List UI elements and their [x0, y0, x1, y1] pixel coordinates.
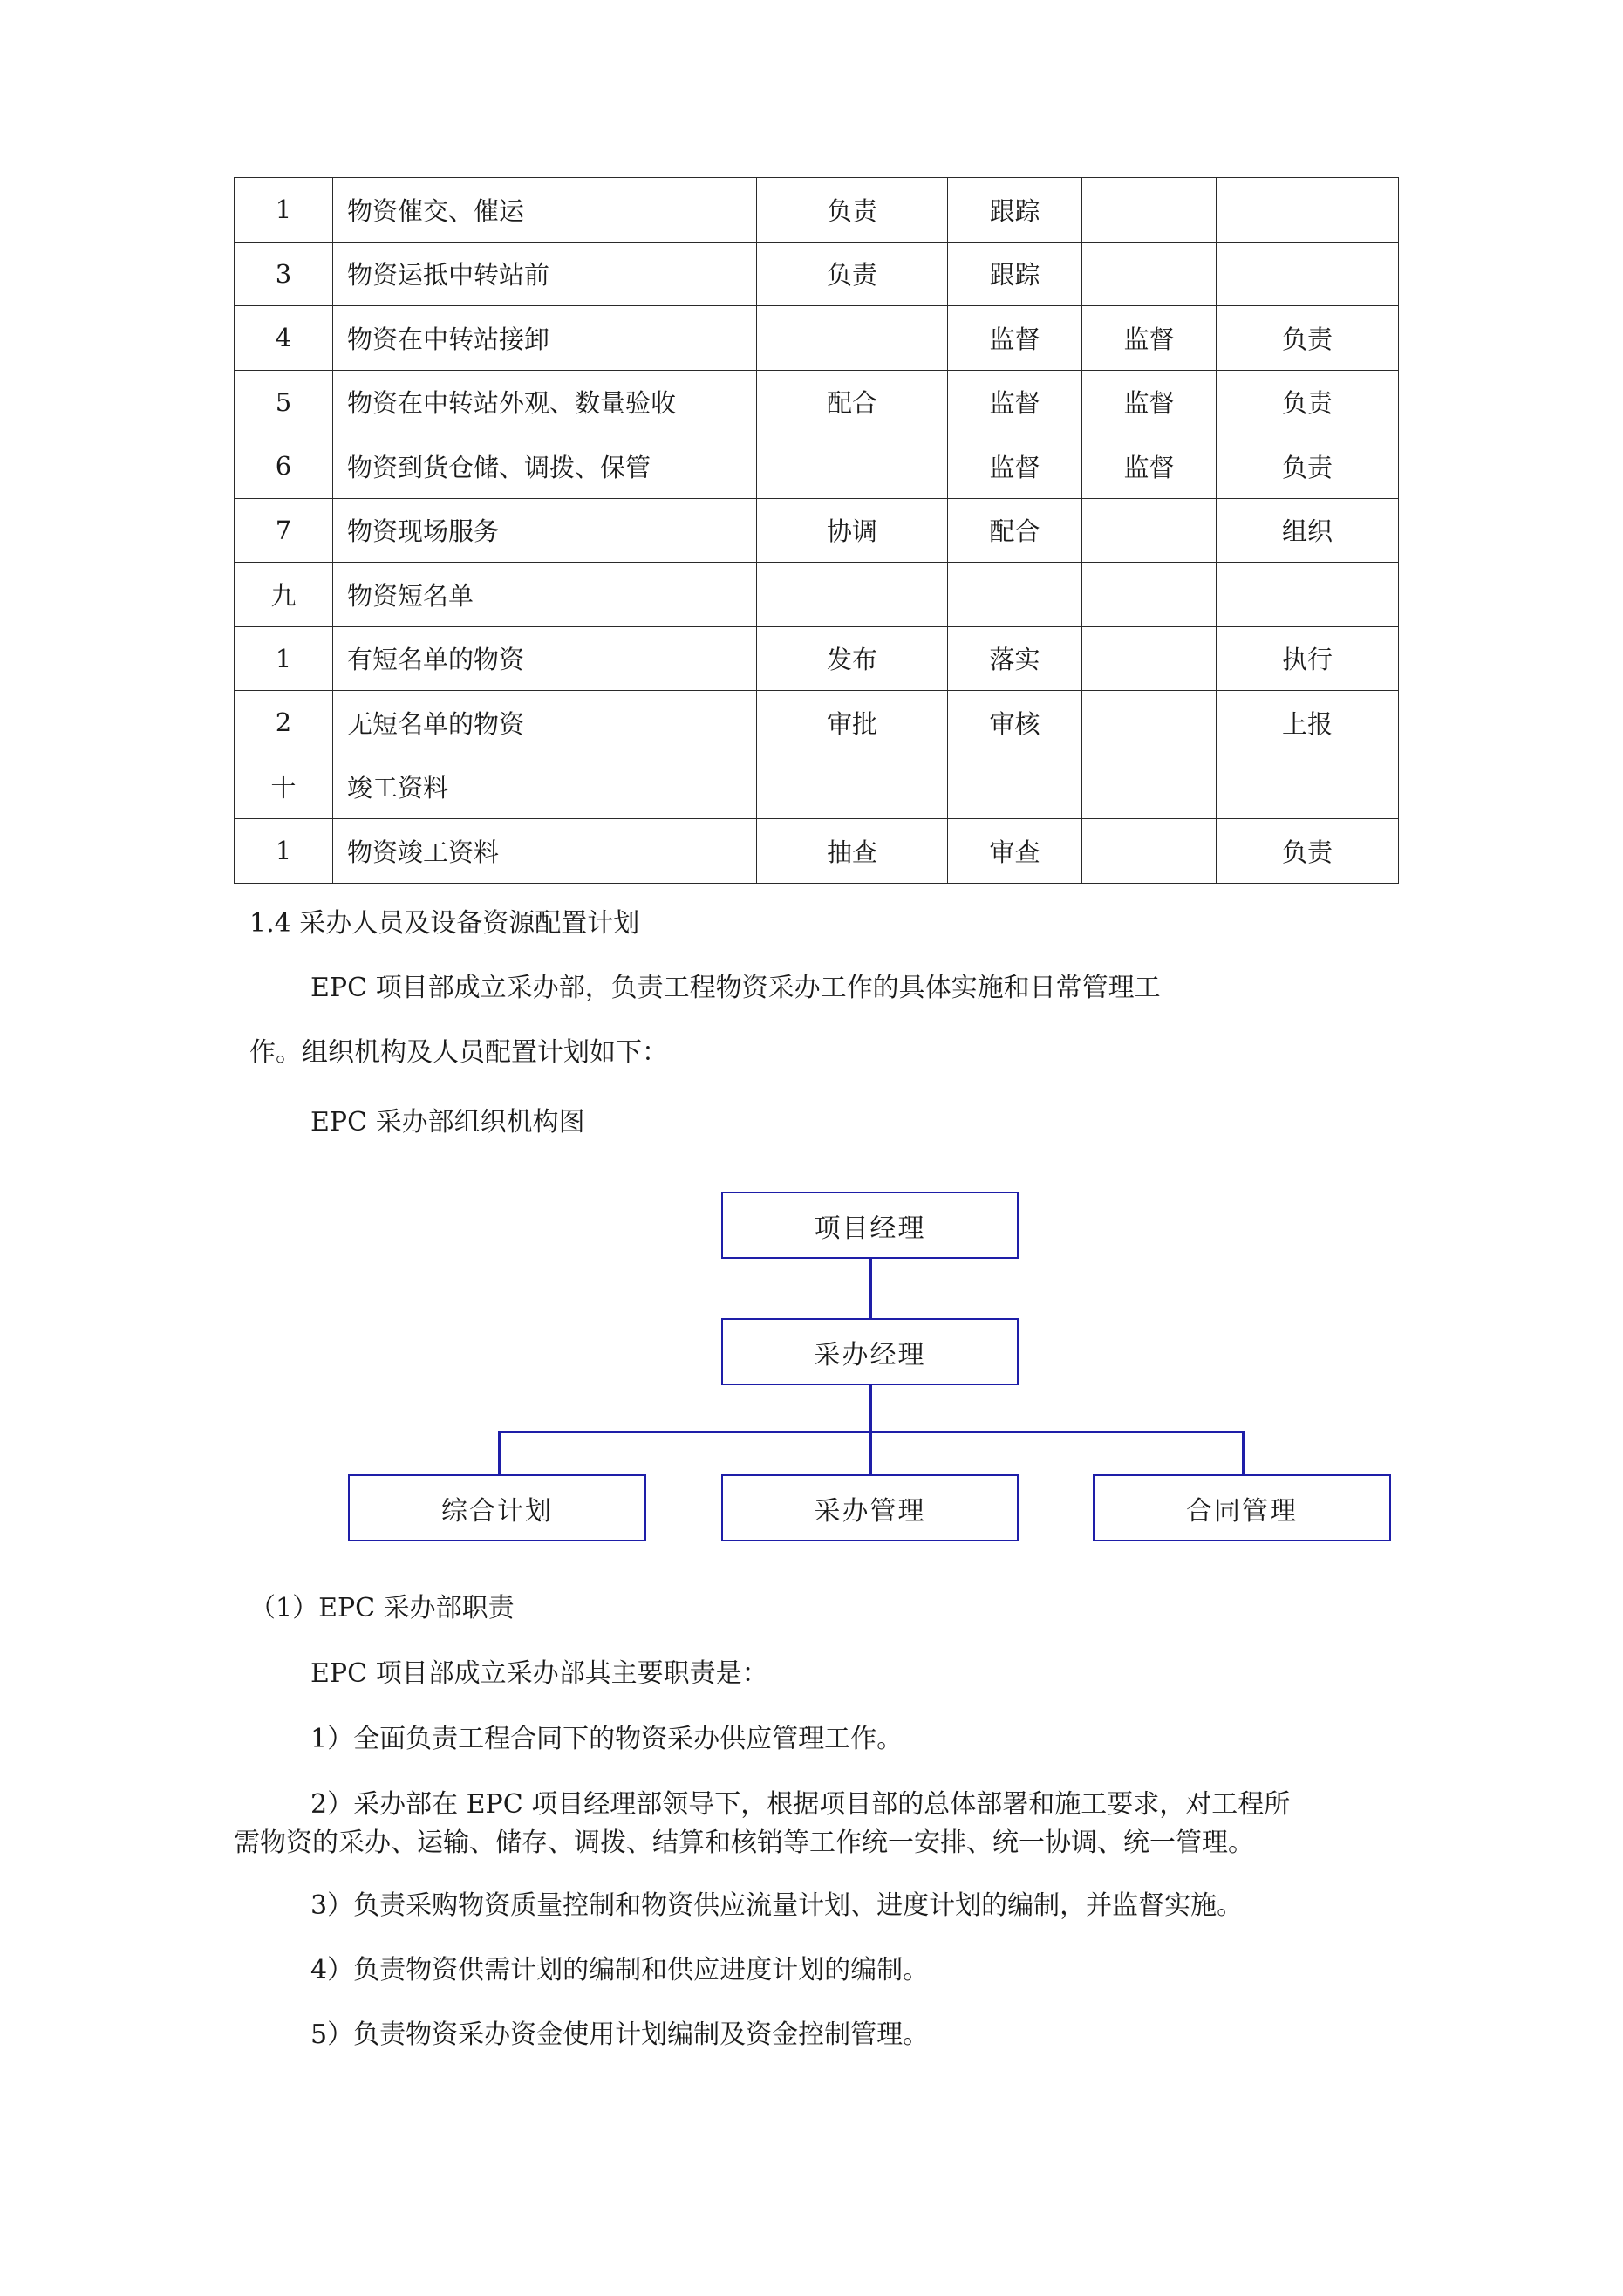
cell-item: 物资在中转站外观、数量验收 — [333, 370, 757, 434]
cell-col3: 配合 — [757, 370, 948, 434]
table-row — [235, 819, 1399, 884]
cell-number: 4 — [235, 306, 333, 371]
cell-item: 竣工资料 — [333, 755, 757, 819]
cell-item: 物资催交、催运 — [333, 178, 757, 243]
cell-col6: 执行 — [1217, 626, 1399, 691]
cell-col3: 协调 — [757, 498, 948, 563]
cell-col3: 负责 — [757, 178, 948, 243]
cell-col6: 组织 — [1217, 498, 1399, 563]
cell-col5 — [1082, 498, 1217, 563]
cell-col5 — [1082, 242, 1217, 306]
cell-col5 — [1082, 755, 1217, 819]
cell-col4: 跟踪 — [948, 242, 1082, 306]
cell-item: 物资到货仓储、调拨、保管 — [333, 434, 757, 499]
cell-col6 — [1217, 563, 1399, 627]
org-box-project-manager: 项目经理 — [721, 1192, 1019, 1259]
cell-col3: 负责 — [757, 242, 948, 306]
table-body — [235, 178, 1399, 884]
duty-item-2-line-2: 需物资的采办、运输、储存、调拨、结算和核销等工作统一安排、统一协调、统一管理。 — [234, 1828, 1254, 1858]
cell-col3: 审批 — [757, 691, 948, 755]
cell-number: 1 — [235, 626, 333, 691]
duty-item-3: 3）负责采购物资质量控制和物资供应流量计划、进度计划的编制，并监督实施。 — [310, 1890, 1244, 1921]
cell-col6 — [1217, 178, 1399, 243]
duties-heading: （1）EPC 采办部职责 — [249, 1593, 515, 1623]
org-box-procurement-management: 采办管理 — [721, 1474, 1019, 1541]
cell-col4: 跟踪 — [948, 178, 1082, 243]
table-row — [235, 178, 1399, 243]
cell-col4: 监督 — [948, 306, 1082, 371]
cell-number: 2 — [235, 691, 333, 755]
table-row — [235, 755, 1399, 819]
cell-col3 — [757, 563, 948, 627]
duty-item-1: 1）全面负责工程合同下的物资采办供应管理工作。 — [310, 1724, 904, 1754]
org-box-procurement-manager: 采办经理 — [721, 1318, 1019, 1385]
duties-intro: EPC 项目部成立采办部其主要职责是： — [310, 1658, 768, 1689]
org-box-contract-management: 合同管理 — [1093, 1474, 1391, 1541]
cell-col3 — [757, 434, 948, 499]
cell-number: 3 — [235, 242, 333, 306]
table-row — [235, 306, 1399, 371]
cell-col5 — [1082, 819, 1217, 884]
cell-item: 有短名单的物资 — [333, 626, 757, 691]
connector-middle-trunk — [869, 1385, 872, 1476]
table-row — [235, 691, 1399, 755]
duty-item-5: 5）负责物资采办资金使用计划编制及资金控制管理。 — [310, 2019, 930, 2050]
cell-col3: 发布 — [757, 626, 948, 691]
cell-col6: 负责 — [1217, 819, 1399, 884]
cell-col5 — [1082, 178, 1217, 243]
cell-number: 1 — [235, 178, 333, 243]
connector-right-drop — [1242, 1431, 1245, 1476]
table-row — [235, 242, 1399, 306]
cell-col6: 负责 — [1217, 370, 1399, 434]
cell-number: 5 — [235, 370, 333, 434]
cell-item: 物资运抵中转站前 — [333, 242, 757, 306]
connector-top-middle — [869, 1258, 872, 1321]
duty-item-4: 4）负责物资供需计划的编制和供应进度计划的编制。 — [310, 1955, 930, 1985]
connector-horizontal-bar — [498, 1431, 1245, 1433]
cell-col3 — [757, 755, 948, 819]
cell-col4 — [948, 755, 1082, 819]
duty-item-2-line-1: 2）采办部在 EPC 项目经理部领导下，根据项目部的总体部署和施工要求，对工程所 — [310, 1789, 1291, 1820]
table-row — [235, 563, 1399, 627]
cell-col6: 负责 — [1217, 306, 1399, 371]
section-heading: 1.4 采办人员及设备资源配置计划 — [249, 908, 640, 939]
cell-col3 — [757, 306, 948, 371]
cell-col5 — [1082, 626, 1217, 691]
cell-item: 物资现场服务 — [333, 498, 757, 563]
cell-col5 — [1082, 563, 1217, 627]
cell-col5: 监督 — [1082, 306, 1217, 371]
table-row — [235, 434, 1399, 499]
cell-col4: 落实 — [948, 626, 1082, 691]
cell-item: 无短名单的物资 — [333, 691, 757, 755]
cell-number: 6 — [235, 434, 333, 499]
table-row — [235, 626, 1399, 691]
intro-paragraph-line-2: 作。组织机构及人员配置计划如下： — [249, 1037, 668, 1068]
cell-col4 — [948, 563, 1082, 627]
cell-number: 1 — [235, 819, 333, 884]
cell-col3: 抽查 — [757, 819, 948, 884]
cell-col6 — [1217, 242, 1399, 306]
cell-number: 九 — [235, 563, 333, 627]
responsibility-table — [234, 177, 1399, 884]
cell-col5: 监督 — [1082, 370, 1217, 434]
cell-col4: 监督 — [948, 434, 1082, 499]
cell-col5: 监督 — [1082, 434, 1217, 499]
cell-col4: 审查 — [948, 819, 1082, 884]
cell-item: 物资竣工资料 — [333, 819, 757, 884]
cell-number: 7 — [235, 498, 333, 563]
cell-col4: 配合 — [948, 498, 1082, 563]
intro-paragraph-line-1: EPC 项目部成立采办部，负责工程物资采办工作的具体实施和日常管理工 — [310, 973, 1161, 1003]
cell-col6: 上报 — [1217, 691, 1399, 755]
cell-col6 — [1217, 755, 1399, 819]
connector-left-drop — [498, 1431, 501, 1476]
table-row — [235, 498, 1399, 563]
cell-col6: 负责 — [1217, 434, 1399, 499]
cell-item: 物资短名单 — [333, 563, 757, 627]
org-box-general-planning: 综合计划 — [348, 1474, 646, 1541]
cell-col5 — [1082, 691, 1217, 755]
cell-number: 十 — [235, 755, 333, 819]
table-row — [235, 370, 1399, 434]
cell-item: 物资在中转站接卸 — [333, 306, 757, 371]
cell-col4: 审核 — [948, 691, 1082, 755]
cell-col4: 监督 — [948, 370, 1082, 434]
org-chart-caption: EPC 采办部组织机构图 — [310, 1107, 585, 1138]
